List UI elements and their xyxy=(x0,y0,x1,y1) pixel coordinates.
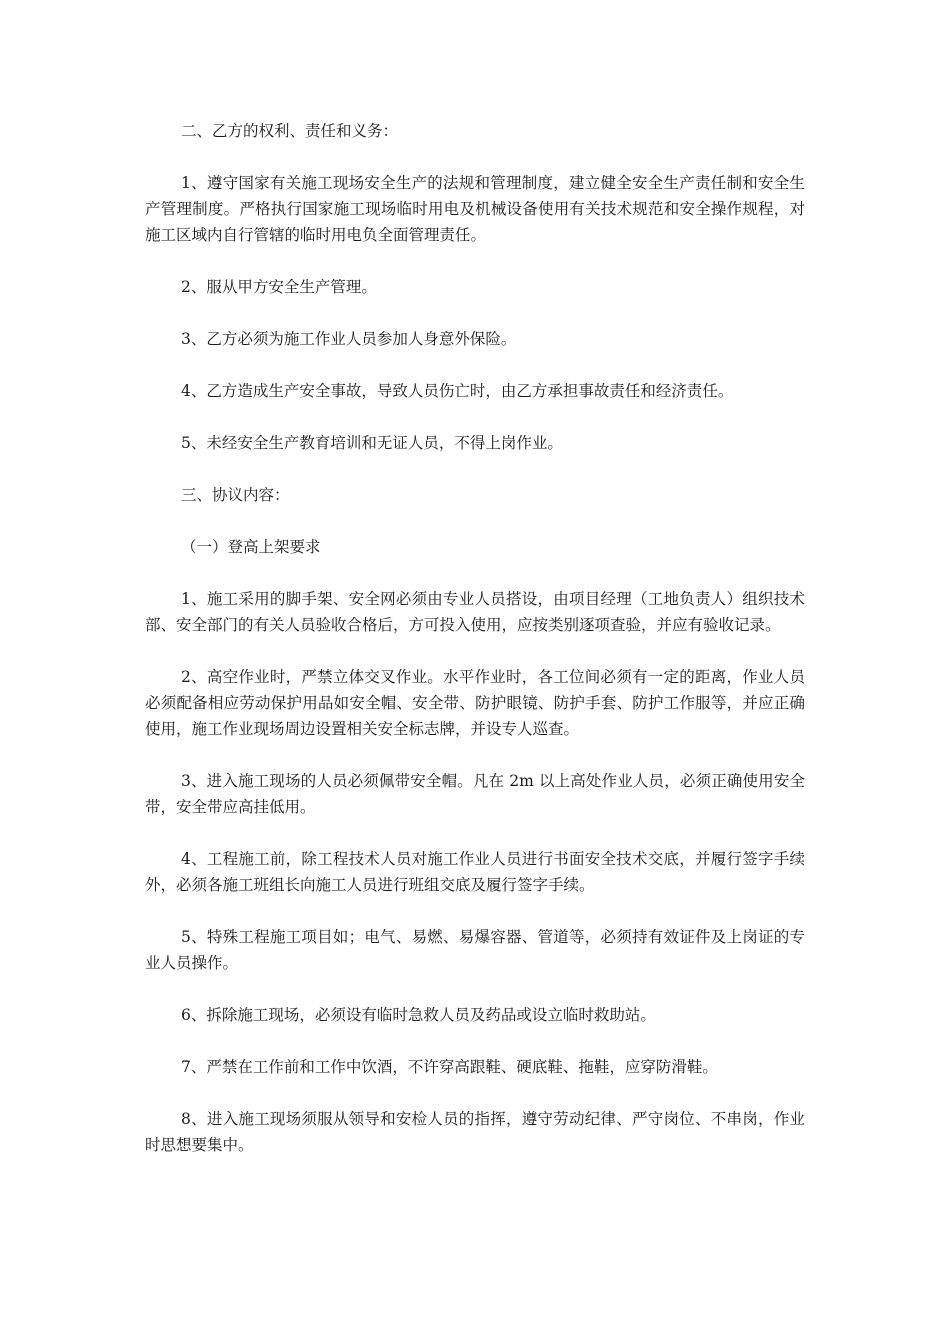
paragraph-c5: 5、特殊工程施工项目如；电气、易燃、易爆容器、管道等，必须持有效证件及上岗证的专业人员操作。 xyxy=(145,928,805,972)
paragraph-b5: 5、未经安全生产教育培训和无证人员，不得上岗作业。 xyxy=(181,434,563,452)
paragraph-b3: 3、乙方必须为施工作业人员参加人身意外保险。 xyxy=(181,330,517,348)
paragraph-c7: 7、严禁在工作前和工作中饮酒，不许穿高跟鞋、硬底鞋、拖鞋，应穿防滑鞋。 xyxy=(181,1058,718,1076)
document-page xyxy=(145,118,805,1184)
paragraph-c1: 1、施工采用的脚手架、安全网必须由专业人员搭设，由项目经理（工地负责人）组织技术部、安全部门的有关人员验收合格后，方可投入使用，应按类别逐项查验，并应有验收记录。 xyxy=(145,590,805,634)
paragraph-c3: 3、进入施工现场的人员必须佩带安全帽。凡在 2m 以上高处作业人员，必须正确使用安全带，安全带应高挂低用。 xyxy=(145,772,805,816)
paragraph-b2: 2、服从甲方安全生产管理。 xyxy=(181,278,377,296)
section-heading-party-b: 二、乙方的权利、责任和义务： xyxy=(181,122,399,140)
subsection-heading-climbing: （一）登高上架要求 xyxy=(181,538,321,556)
paragraph-c2: 2、高空作业时，严禁立体交叉作业。水平作业时，各工位间必须有一定的距离，作业人员必须配备相应劳动保护用品如安全帽、安全带、防护眼镜、防护手套、防护工作服等，并应正确使用，施工作业现场周边设置相关安全标志牌，并设专人巡查。 xyxy=(145,668,805,738)
paragraph-c6: 6、拆除施工现场，必须设有临时急救人员及药品或设立临时救助站。 xyxy=(181,1006,656,1024)
section-heading-agreement: 三、协议内容： xyxy=(181,486,290,504)
paragraph-c4: 4、工程施工前，除工程技术人员对施工作业人员进行书面安全技术交底，并履行签字手续外，必须各施工班组长向施工人员进行班组交底及履行签字手续。 xyxy=(145,850,805,894)
paragraph-b4: 4、乙方造成生产安全事故，导致人员伤亡时，由乙方承担事故责任和经济责任。 xyxy=(181,382,734,400)
paragraph-b1: 1、遵守国家有关施工现场安全生产的法规和管理制度，建立健全安全生产责任制和安全生产管理制度。严格执行国家施工现场临时用电及机械设备使用有关技术规范和安全操作规程，对施工区域内自行管辖的临时用电负全面管理责任。 xyxy=(145,174,805,244)
paragraph-c8: 8、进入施工现场须服从领导和安检人员的指挥，遵守劳动纪律、严守岗位、不串岗，作业时思想要集中。 xyxy=(145,1110,805,1154)
